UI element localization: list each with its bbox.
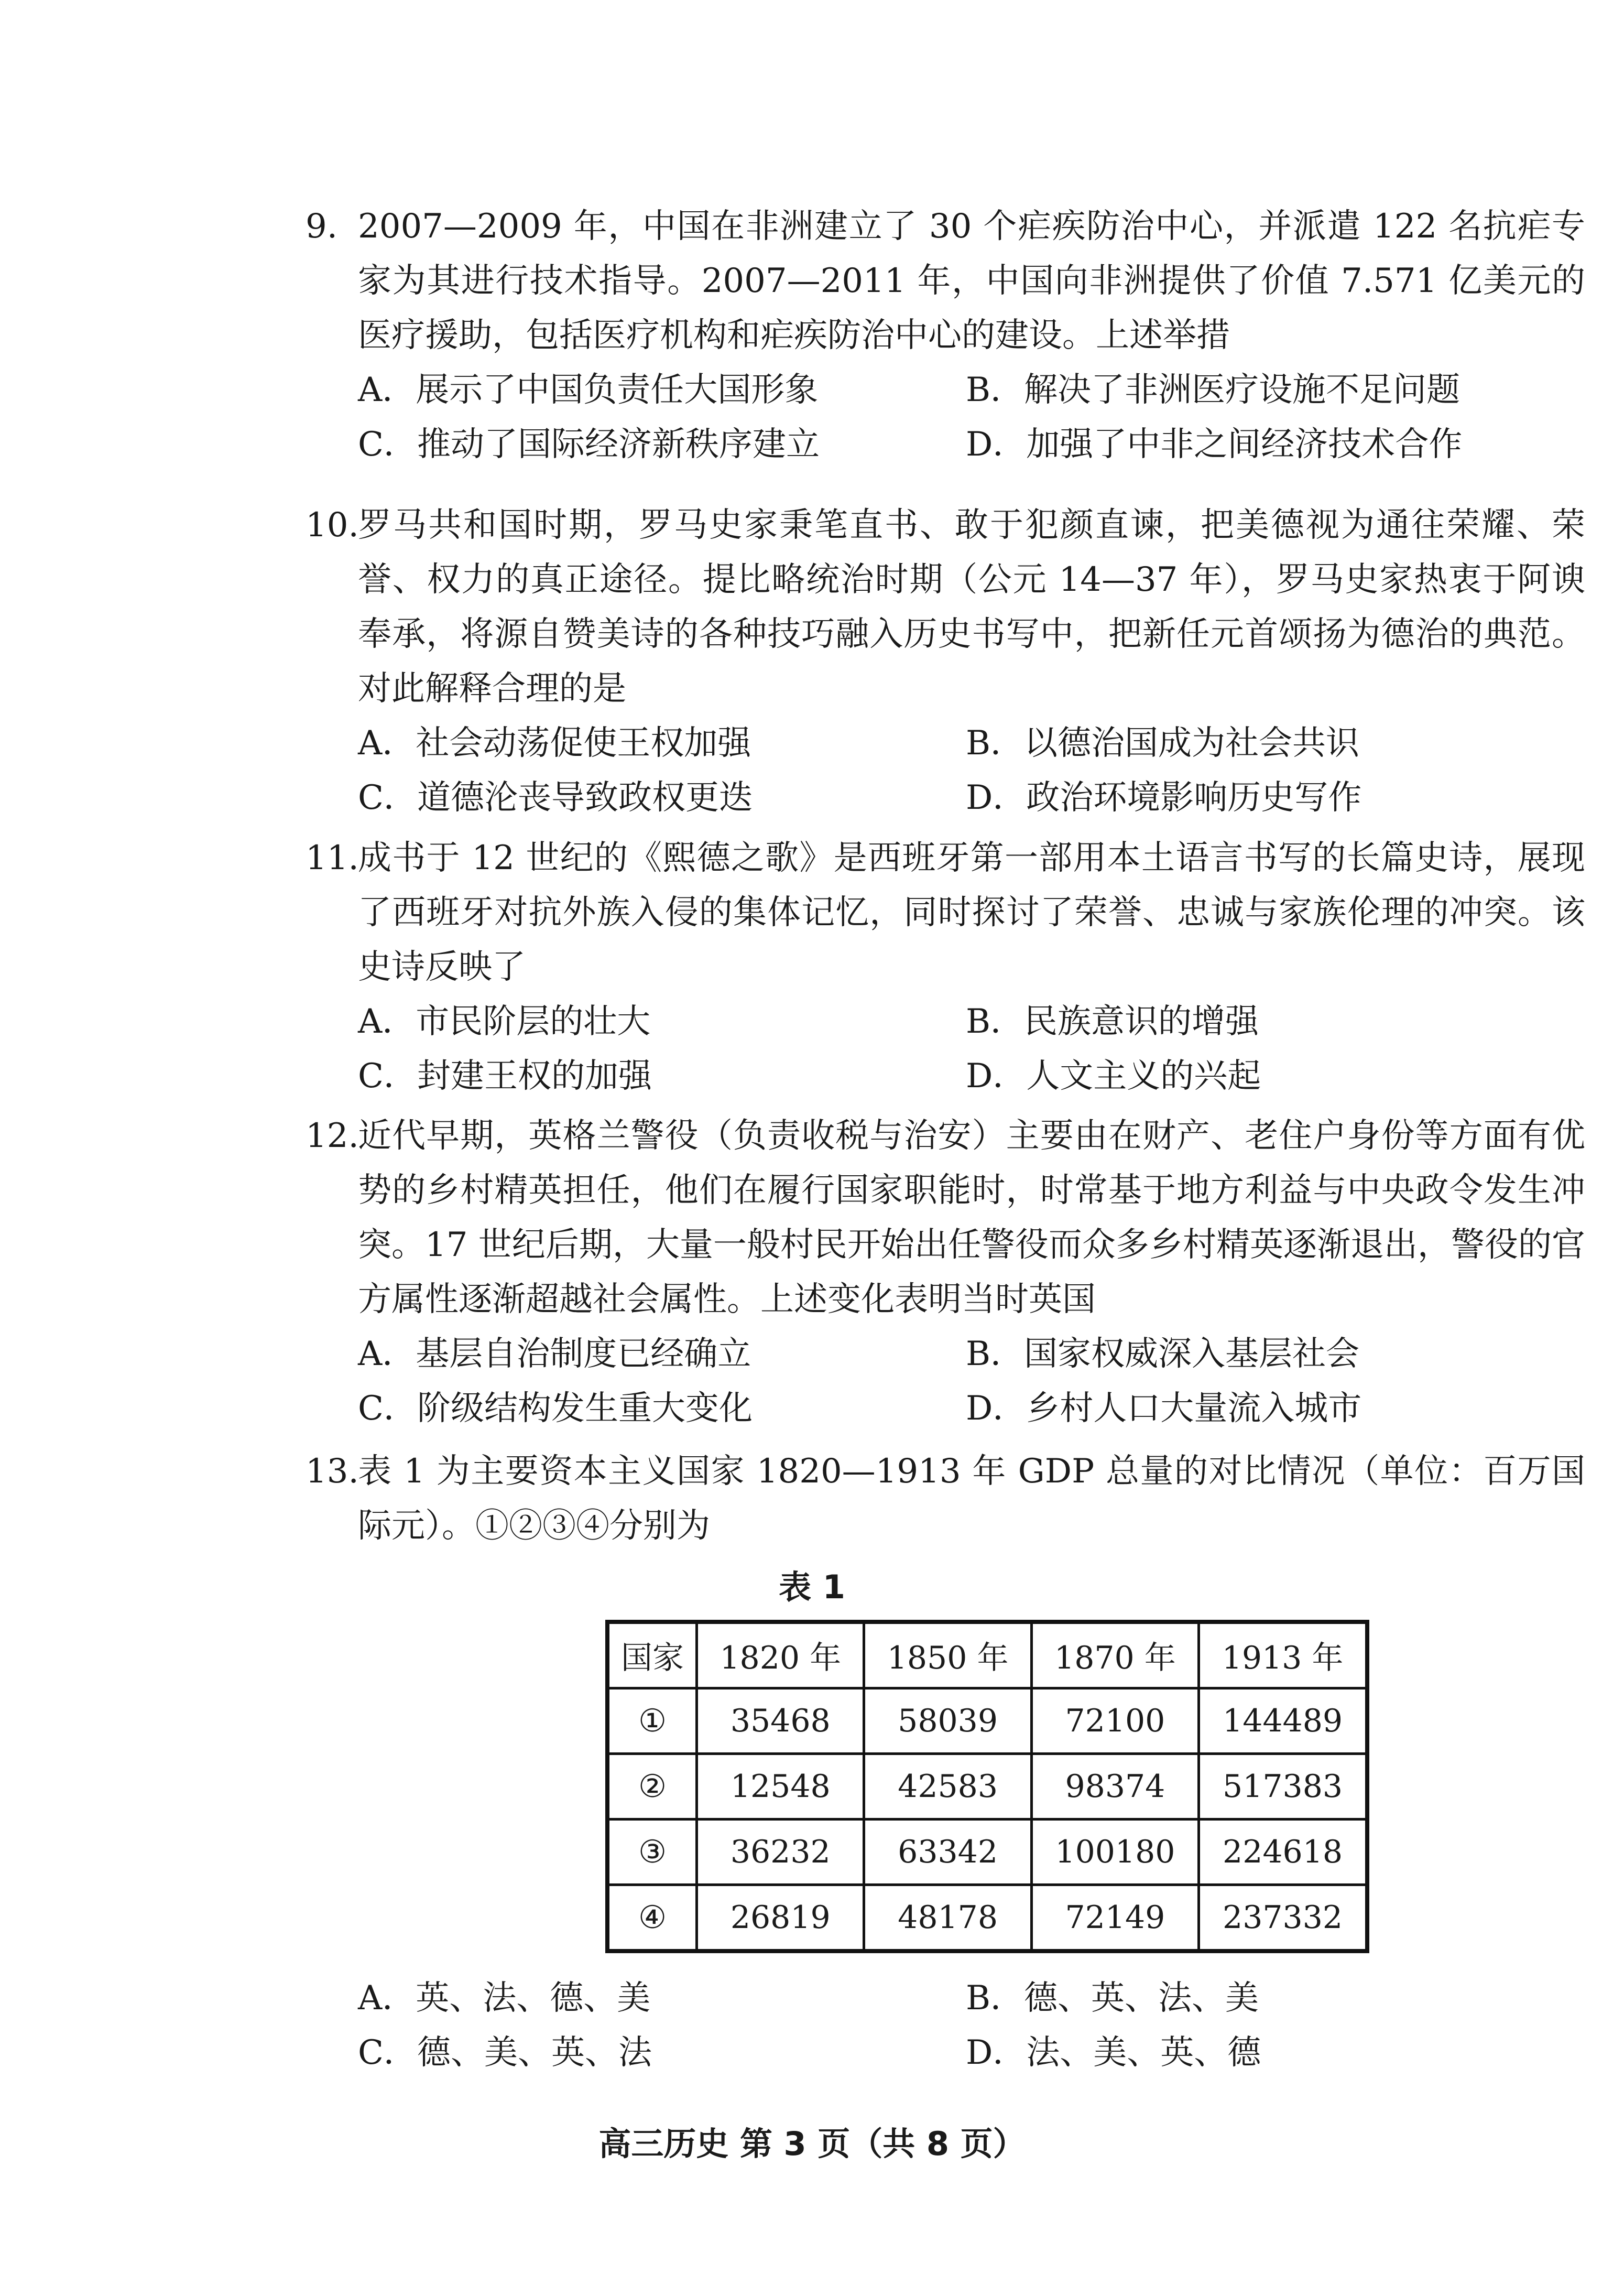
question-stem: 近代早期，英格兰警役（负责收税与治安）主要由在财产、老住户身份等方面有优势的乡村精英担任，他们在履行国家职能时，时常基于地方利益与中央政令发生冲突。17 世纪后期，大量一般村民开始出任警役而众多乡村精英逐渐退出，警役的官方属性逐渐超越社会属性。上述变化表明当时英国 [358,1117,1585,1319]
option-c: C．德、美、英、法 [358,2033,652,2072]
option-b: B．民族意识的增强 [966,1002,1259,1041]
question-10 [307,498,1585,825]
table-header-cell: 1870 年 [1031,1622,1198,1688]
table-header-cell: 国家 [607,1622,697,1688]
options-row [307,1327,1585,1381]
gdp-table [605,1620,1369,1953]
option-d: D．政治环境影响历史写作 [966,778,1362,817]
option-d: D．人文主义的兴起 [966,1057,1261,1096]
option-d: D．法、美、英、德 [966,2033,1261,2072]
options-row [307,1381,1585,1436]
options-row [307,363,1585,417]
table-cell: 26819 [697,1885,864,1952]
options-row [307,1049,1585,1103]
table-cell: 517383 [1199,1754,1367,1820]
table-cell: 36232 [697,1820,864,1885]
question-stem: 2007—2009 年，中国在非洲建立了 30 个疟疾防治中心，并派遣 122 名抗疟专家为其进行技术指导。2007—2011 年，中国向非洲提供了价值 7.571 亿美元的医疗援助，包括医疗机构和疟疾防治中心的建设。上述举措 [358,207,1585,355]
question-11 [307,831,1585,1103]
option-d: D．加强了中非之间经济技术合作 [966,425,1463,464]
table-row [607,1688,1367,1754]
question-9 [307,199,1585,472]
question-number: 11. [306,839,359,878]
question-stem: 表 1 为主要资本主义国家 1820—1913 年 GDP 总量的对比情况（单位：百万国际元）。①②③④分别为 [358,1452,1585,1545]
table-cell: ④ [607,1885,697,1952]
option-b: B．德、英、法、美 [966,1979,1259,2018]
option-c: C．阶级结构发生重大变化 [358,1389,753,1428]
option-c: C．道德沦丧导致政权更迭 [358,778,753,817]
options-row [307,417,1585,472]
option-b: B．解决了非洲医疗设施不足问题 [966,371,1460,409]
table-cell: 98374 [1031,1754,1198,1820]
question-number: 9. [306,207,338,246]
table-caption: 表 1 [779,1568,845,1606]
option-a: A．社会动荡促使王权加强 [358,724,751,763]
table-row [607,1885,1367,1952]
table-cell: 48178 [864,1885,1031,1952]
table-row [607,1820,1367,1885]
table-row [607,1754,1367,1820]
options-row [307,716,1585,771]
table-cell: 224618 [1199,1820,1367,1885]
question-13-options [307,1971,1585,2080]
table-cell: 237332 [1199,1885,1367,1952]
options-row [307,1971,1585,2026]
table-header-cell: 1913 年 [1199,1622,1367,1688]
option-a: A．基层自治制度已经确立 [358,1335,751,1373]
page-footer: 高三历史 第 3 页（共 8 页） [598,2125,1026,2163]
table-header-row [607,1622,1367,1688]
table-cell: ② [607,1754,697,1820]
table-cell: ① [607,1688,697,1754]
table-cell: 100180 [1031,1820,1198,1885]
question-number: 12. [306,1117,359,1155]
table-cell: 58039 [864,1688,1031,1754]
table-cell: 35468 [697,1688,864,1754]
table-cell: 63342 [864,1820,1031,1885]
options-row [307,994,1585,1049]
question-13 [307,1444,1585,1553]
table-cell: 72149 [1031,1885,1198,1952]
option-a: A．市民阶层的壮大 [358,1002,651,1041]
option-a: A．英、法、德、美 [358,1979,651,2018]
question-stem: 成书于 12 世纪的《熙德之歌》是西班牙第一部用本土语言书写的长篇史诗，展现了西班牙对抗外族入侵的集体记忆，同时探讨了荣誉、忠诚与家族伦理的冲突。该史诗反映了 [358,839,1585,987]
options-row [307,2026,1585,2080]
question-stem: 罗马共和国时期，罗马史家秉笔直书、敢于犯颜直谏，把美德视为通往荣耀、荣誉、权力的真正途径。提比略统治时期（公元 14—37 年），罗马史家热衷于阿谀奉承，将源自赞美诗的各种技巧融入历史书写中，把新任元首颂扬为德治的典范。对此解释合理的是 [358,506,1585,708]
table-cell: 72100 [1031,1688,1198,1754]
table-cell: ③ [607,1820,697,1885]
table-header-cell: 1850 年 [864,1622,1031,1688]
question-number: 10. [306,506,359,545]
option-a: A．展示了中国负责任大国形象 [358,371,819,409]
table-cell: 12548 [697,1754,864,1820]
question-12 [307,1109,1585,1436]
question-number: 13. [306,1452,359,1491]
option-b: B．以德治国成为社会共识 [966,724,1360,763]
table-cell: 42583 [864,1754,1031,1820]
options-row [307,771,1585,825]
option-c: C．推动了国际经济新秩序建立 [358,425,820,464]
table-cell: 144489 [1199,1688,1367,1754]
option-d: D．乡村人口大量流入城市 [966,1389,1362,1428]
table-header-cell: 1820 年 [697,1622,864,1688]
option-c: C．封建王权的加强 [358,1057,652,1096]
option-b: B．国家权威深入基层社会 [966,1335,1360,1373]
